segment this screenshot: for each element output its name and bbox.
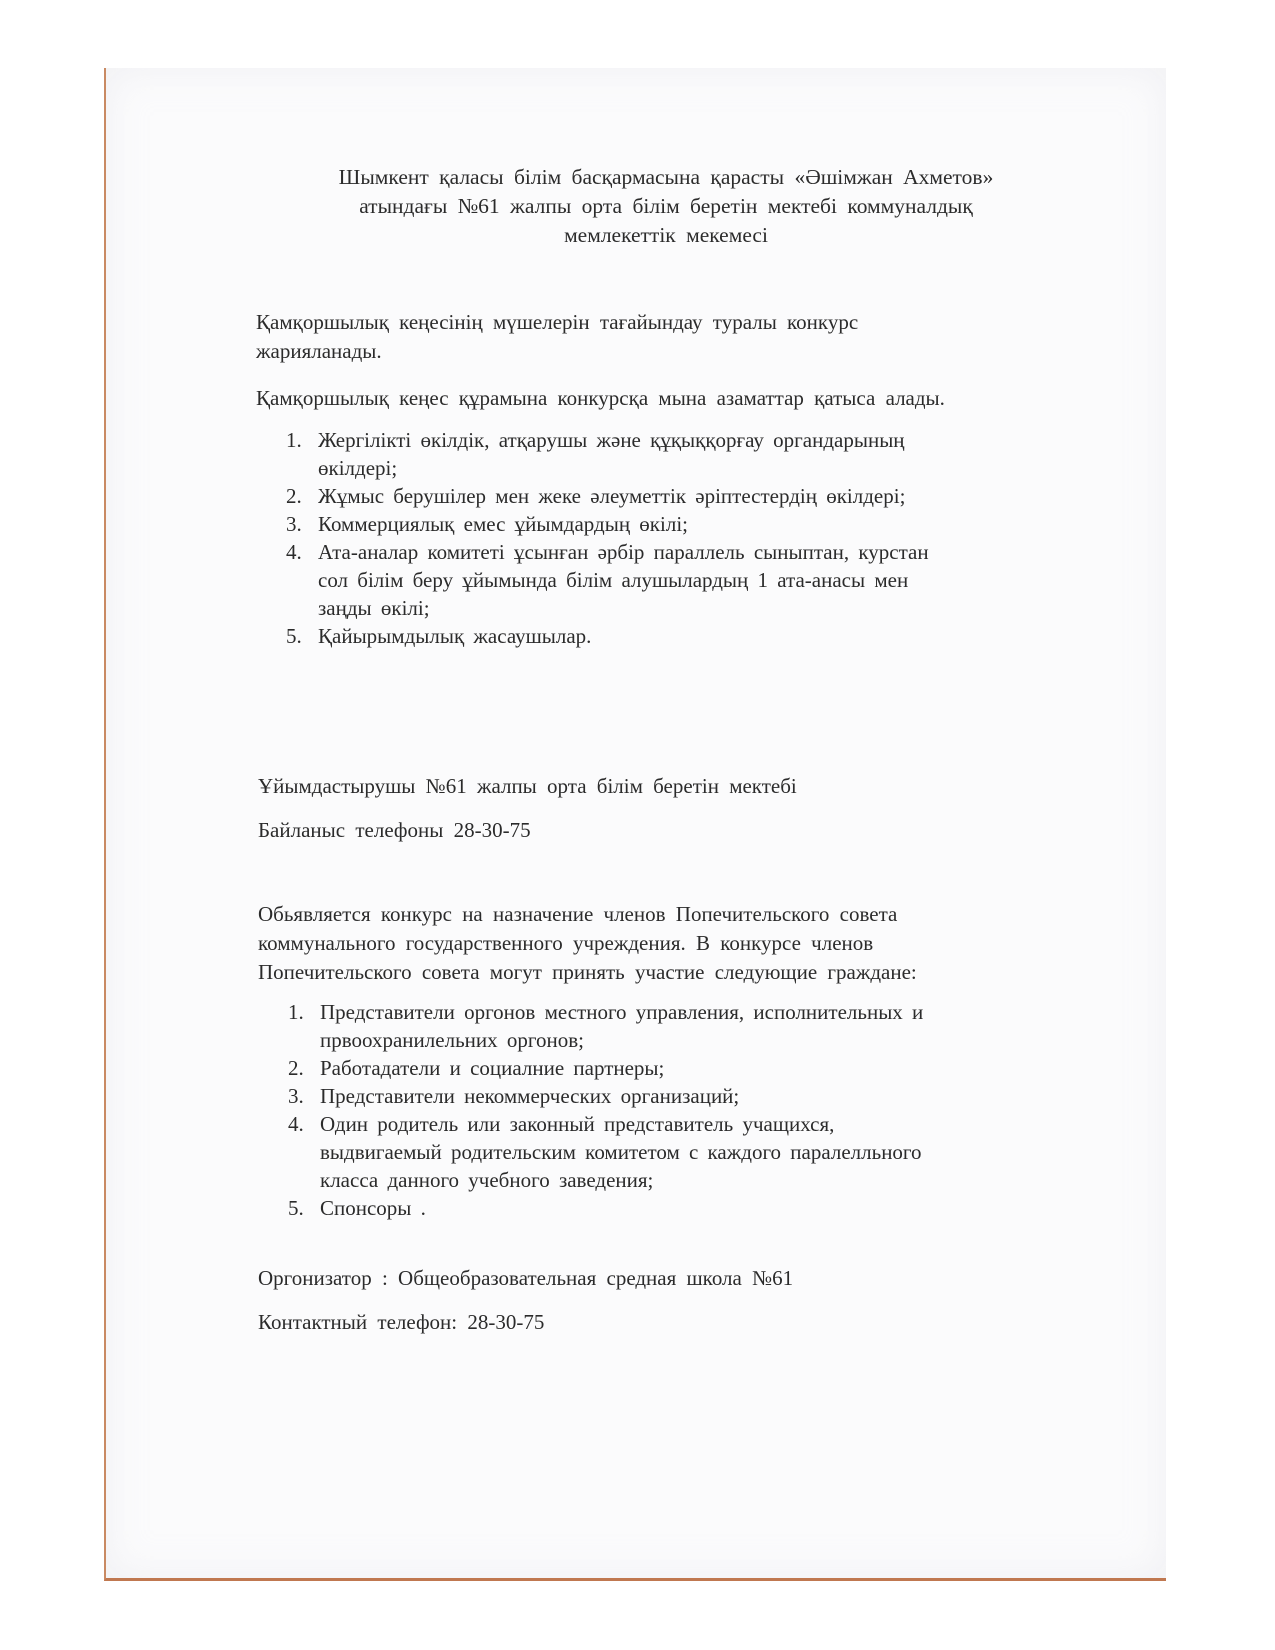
russian-phone: Контактный телефон: 28-30-75 [258,1310,545,1334]
list-item: 2. Жұмыс берушілер мен жеке әлеуметтік әріптестердің өкілдері; [286,484,906,508]
header-line: атындағы №61 жалпы орта білім беретін мектебі коммуналдық [359,194,973,218]
list-item: 4. Ата-аналар комитеті ұсынған әрбір параллель сыныптан, курстан сол білім беру ұйымында білім алушылардың 1 ата-анасы мен заңды өкілі; [286,540,929,620]
russian-organizer: Оргонизатор : Общеобразовательная средная школа №61 [258,1266,794,1290]
kazakh-eligibility: Қамқоршылық кеңес құрамына конкурсқа мына азаматтар қатыса алады. [256,386,945,410]
list-item: 3. Представители некоммерческих организаций; [288,1084,740,1108]
kazakh-phone: Байланыс телефоны 28-30-75 [258,818,531,842]
list-item: 4. Один родитель или законный представитель учащихся, выдвигаемый родительским комитетом с каждого паралелльного класса данного учебного заведения; [288,1112,922,1192]
list-item: 3. Коммерциялық емес ұйымдардың өкілі; [286,512,688,536]
list-item: 5. Қайырымдылық жасаушылар. [286,624,592,648]
russian-intro: Обьявляется конкурс на назначение членов Попечительского совета коммунального государственного учреждения. В конкурсе членов Попечительского совета могут принять участие следующие граждане: [258,902,917,984]
document-page [104,68,1166,1581]
list-item: 1. Представители оргонов местного управления, исполнительных и првоохранилельних оргонов; [288,1000,924,1052]
russian-list [288,998,923,1222]
list-item: 5. Спонсоры . [288,1196,426,1220]
header-line: мемлекеттік мекемесі [564,223,768,247]
header-line: Шымкент қаласы білім басқармасына қарасты «Әшімжан Ахметов» [338,165,994,189]
list-item: 2. Работадатели и социалние партнеры; [288,1056,665,1080]
kazakh-list [286,426,929,650]
kazakh-intro: Қамқоршылық кеңесінің мүшелерін тағайындау туралы конкурс жарияланады. [256,310,859,363]
kazakh-organizer: Ұйымдастырушы №61 жалпы орта білім беретін мектебі [258,774,797,798]
list-item: 1. Жергілікті өкілдік, атқарушы және құқыққорғау органдарының өкілдері; [286,428,905,480]
document-header [286,163,1046,250]
